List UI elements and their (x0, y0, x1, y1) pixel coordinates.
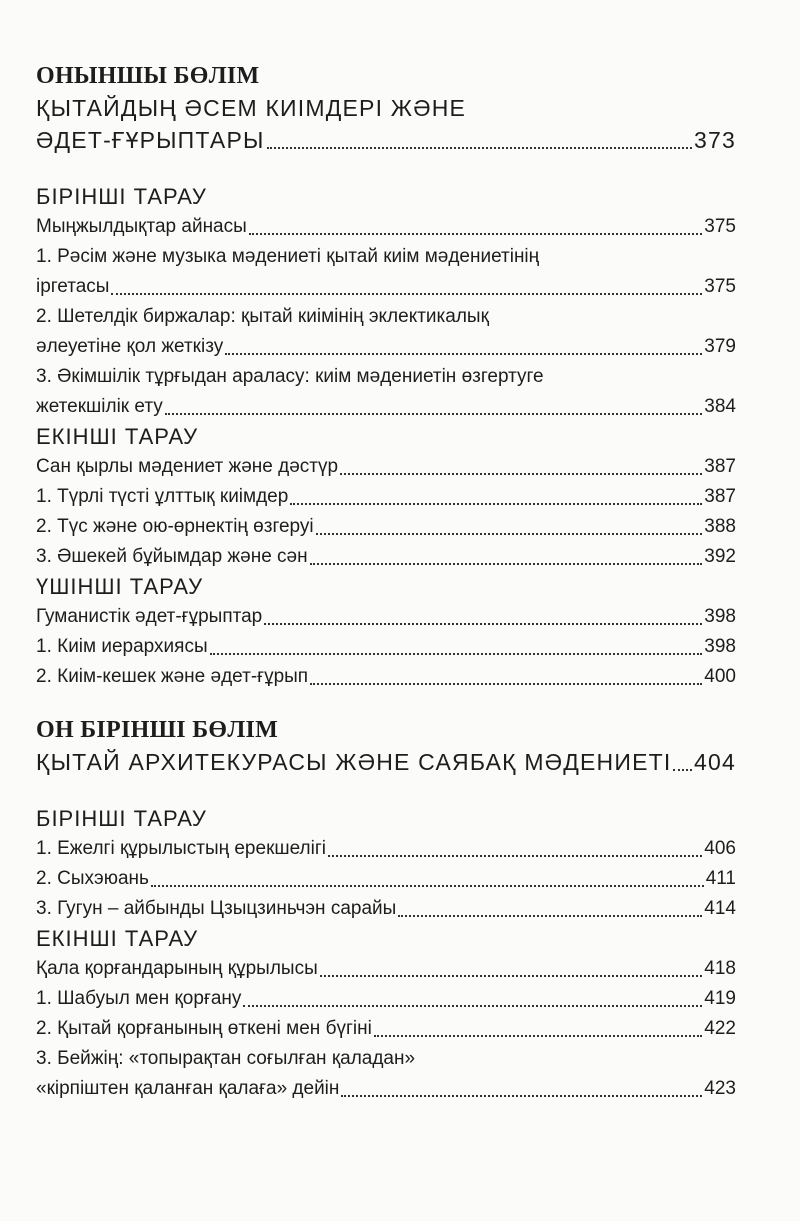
toc-entry[interactable] (36, 332, 736, 362)
part-label: ОНЫНШЫ БӨЛІМ (36, 63, 260, 89)
dot-leader (340, 473, 702, 475)
entry-title: 3. Әшекей бұйымдар және сән (36, 546, 308, 567)
toc-entry[interactable] (36, 746, 736, 778)
entry-title: 2. Қытай қорғанының өткені мен бүгіні (36, 1018, 372, 1039)
page-number: 379 (704, 336, 736, 357)
page-number: 404 (694, 749, 736, 775)
page-number: 422 (704, 1018, 736, 1039)
page-number: 387 (704, 456, 736, 477)
dot-leader (264, 623, 702, 625)
entry-title: 3. Әкімшілік тұрғыдан араласу: киім мәдениетін өзгертуге (36, 366, 544, 387)
page-number: 398 (704, 636, 736, 657)
part-title: ҚЫТАЙ АРХИТЕКУРАСЫ ЖӘНЕ САЯБАҚ МӘДЕНИЕТІ (36, 749, 672, 775)
dot-leader (290, 503, 702, 505)
toc-entry[interactable] (36, 392, 736, 422)
entry-title: 3. Бейжің: «топырақтан соғылған қаладан» (36, 1048, 416, 1069)
dot-leader (249, 233, 703, 235)
part-label: ОН БІРІНШІ БӨЛІМ (36, 717, 279, 743)
dot-leader (328, 855, 702, 857)
dot-leader (310, 563, 703, 565)
page-number: 373 (694, 127, 736, 153)
entry-title: жетекшілік ету (36, 396, 163, 417)
toc-entry[interactable] (36, 834, 736, 864)
page-number: 392 (704, 546, 736, 567)
entry-title: 1. Түрлі түсті ұлттық киімдер (36, 486, 289, 507)
entry-title: 1. Рәсім және музыка мәдениеті қытай киім мәдениетінің (36, 246, 540, 267)
dot-leader (111, 293, 702, 295)
toc-entry[interactable] (36, 212, 736, 242)
page-number: 400 (704, 666, 736, 687)
dot-leader (151, 885, 704, 887)
entry-title: 2. Шетелдік биржалар: қытай киімінің эклектикалық (36, 306, 489, 327)
dot-leader (374, 1035, 702, 1037)
dot-leader (673, 769, 692, 771)
part-section (36, 714, 736, 1104)
entry-title: Сан қырлы мәдениет және дәстүр (36, 456, 339, 477)
toc-entry[interactable] (36, 124, 736, 156)
page-number: 414 (704, 898, 736, 919)
entry-title: 1. Шабуыл мен қорғану (36, 988, 242, 1009)
dot-leader (165, 413, 703, 415)
dot-leader (310, 683, 702, 685)
toc-entry[interactable] (36, 662, 736, 692)
page-number: 375 (704, 276, 736, 297)
dot-leader (316, 533, 703, 535)
page-number: 418 (704, 958, 736, 979)
dot-leader (267, 147, 692, 149)
entry-title: Мыңжылдықтар айнасы (36, 216, 247, 237)
page-number: 375 (704, 216, 736, 237)
page-number: 387 (704, 486, 736, 507)
chapter-heading: ЕКІНШІ ТАРАУ (36, 926, 199, 951)
page-number: 423 (704, 1078, 736, 1099)
part-title: ӘДЕТ-ҒҰРЫПТАРЫ (36, 127, 265, 153)
entry-title: Қала қорғандарының құрылысы (36, 958, 318, 979)
page-number: 419 (704, 988, 736, 1009)
page-number: 384 (704, 396, 736, 417)
toc-entry[interactable] (36, 542, 736, 572)
entry-title: 2. Түс және ою-өрнектің өзгеруі (36, 516, 314, 537)
toc-entry[interactable] (36, 1074, 736, 1104)
table-of-contents (36, 60, 736, 1104)
entry-title: әлеуетіне қол жеткізу (36, 336, 224, 357)
entry-title: 1. Ежелгі құрылыстың ерекшелігі (36, 838, 327, 859)
entry-title: 3. Гугун – айбынды Цзыцзиньчэн сарайы (36, 898, 397, 919)
toc-entry[interactable] (36, 894, 736, 924)
chapter-heading: ҮШІНШІ ТАРАУ (36, 574, 204, 599)
dot-leader (398, 915, 702, 917)
dot-leader (320, 975, 703, 977)
entry-title: Гуманистік әдет-ғұрыптар (36, 606, 263, 627)
entry-title: 2. Киім-кешек және әдет-ғұрып (36, 666, 309, 687)
toc-entry[interactable] (36, 984, 736, 1014)
page-number: 398 (704, 606, 736, 627)
toc-entry[interactable] (36, 272, 736, 302)
page-number: 406 (704, 838, 736, 859)
dot-leader (341, 1095, 702, 1097)
toc-entry[interactable] (36, 602, 736, 632)
chapter-heading: БІРІНШІ ТАРАУ (36, 184, 207, 209)
chapter-heading: ЕКІНШІ ТАРАУ (36, 424, 199, 449)
toc-entry[interactable] (36, 954, 736, 984)
entry-title: 2. Сыхэюань (36, 868, 149, 889)
page-number: 388 (704, 516, 736, 537)
toc-entry[interactable] (36, 632, 736, 662)
toc-entry[interactable] (36, 864, 736, 894)
entry-title: «кірпіштен қаланған қалаға» дейін (36, 1078, 340, 1099)
toc-entry[interactable] (36, 452, 736, 482)
toc-entry[interactable] (36, 1014, 736, 1044)
page-number: 411 (705, 868, 736, 889)
toc-entry[interactable] (36, 482, 736, 512)
dot-leader (225, 353, 702, 355)
dot-leader (210, 653, 703, 655)
part-section (36, 60, 736, 692)
part-title: ҚЫТАЙДЫҢ ӘСЕМ КИІМДЕРІ ЖӘНЕ (36, 95, 467, 121)
entry-title: 1. Киім иерархиясы (36, 636, 208, 657)
chapter-heading: БІРІНШІ ТАРАУ (36, 806, 207, 831)
entry-title: іргетасы (36, 276, 110, 297)
toc-entry[interactable] (36, 512, 736, 542)
dot-leader (243, 1005, 702, 1007)
